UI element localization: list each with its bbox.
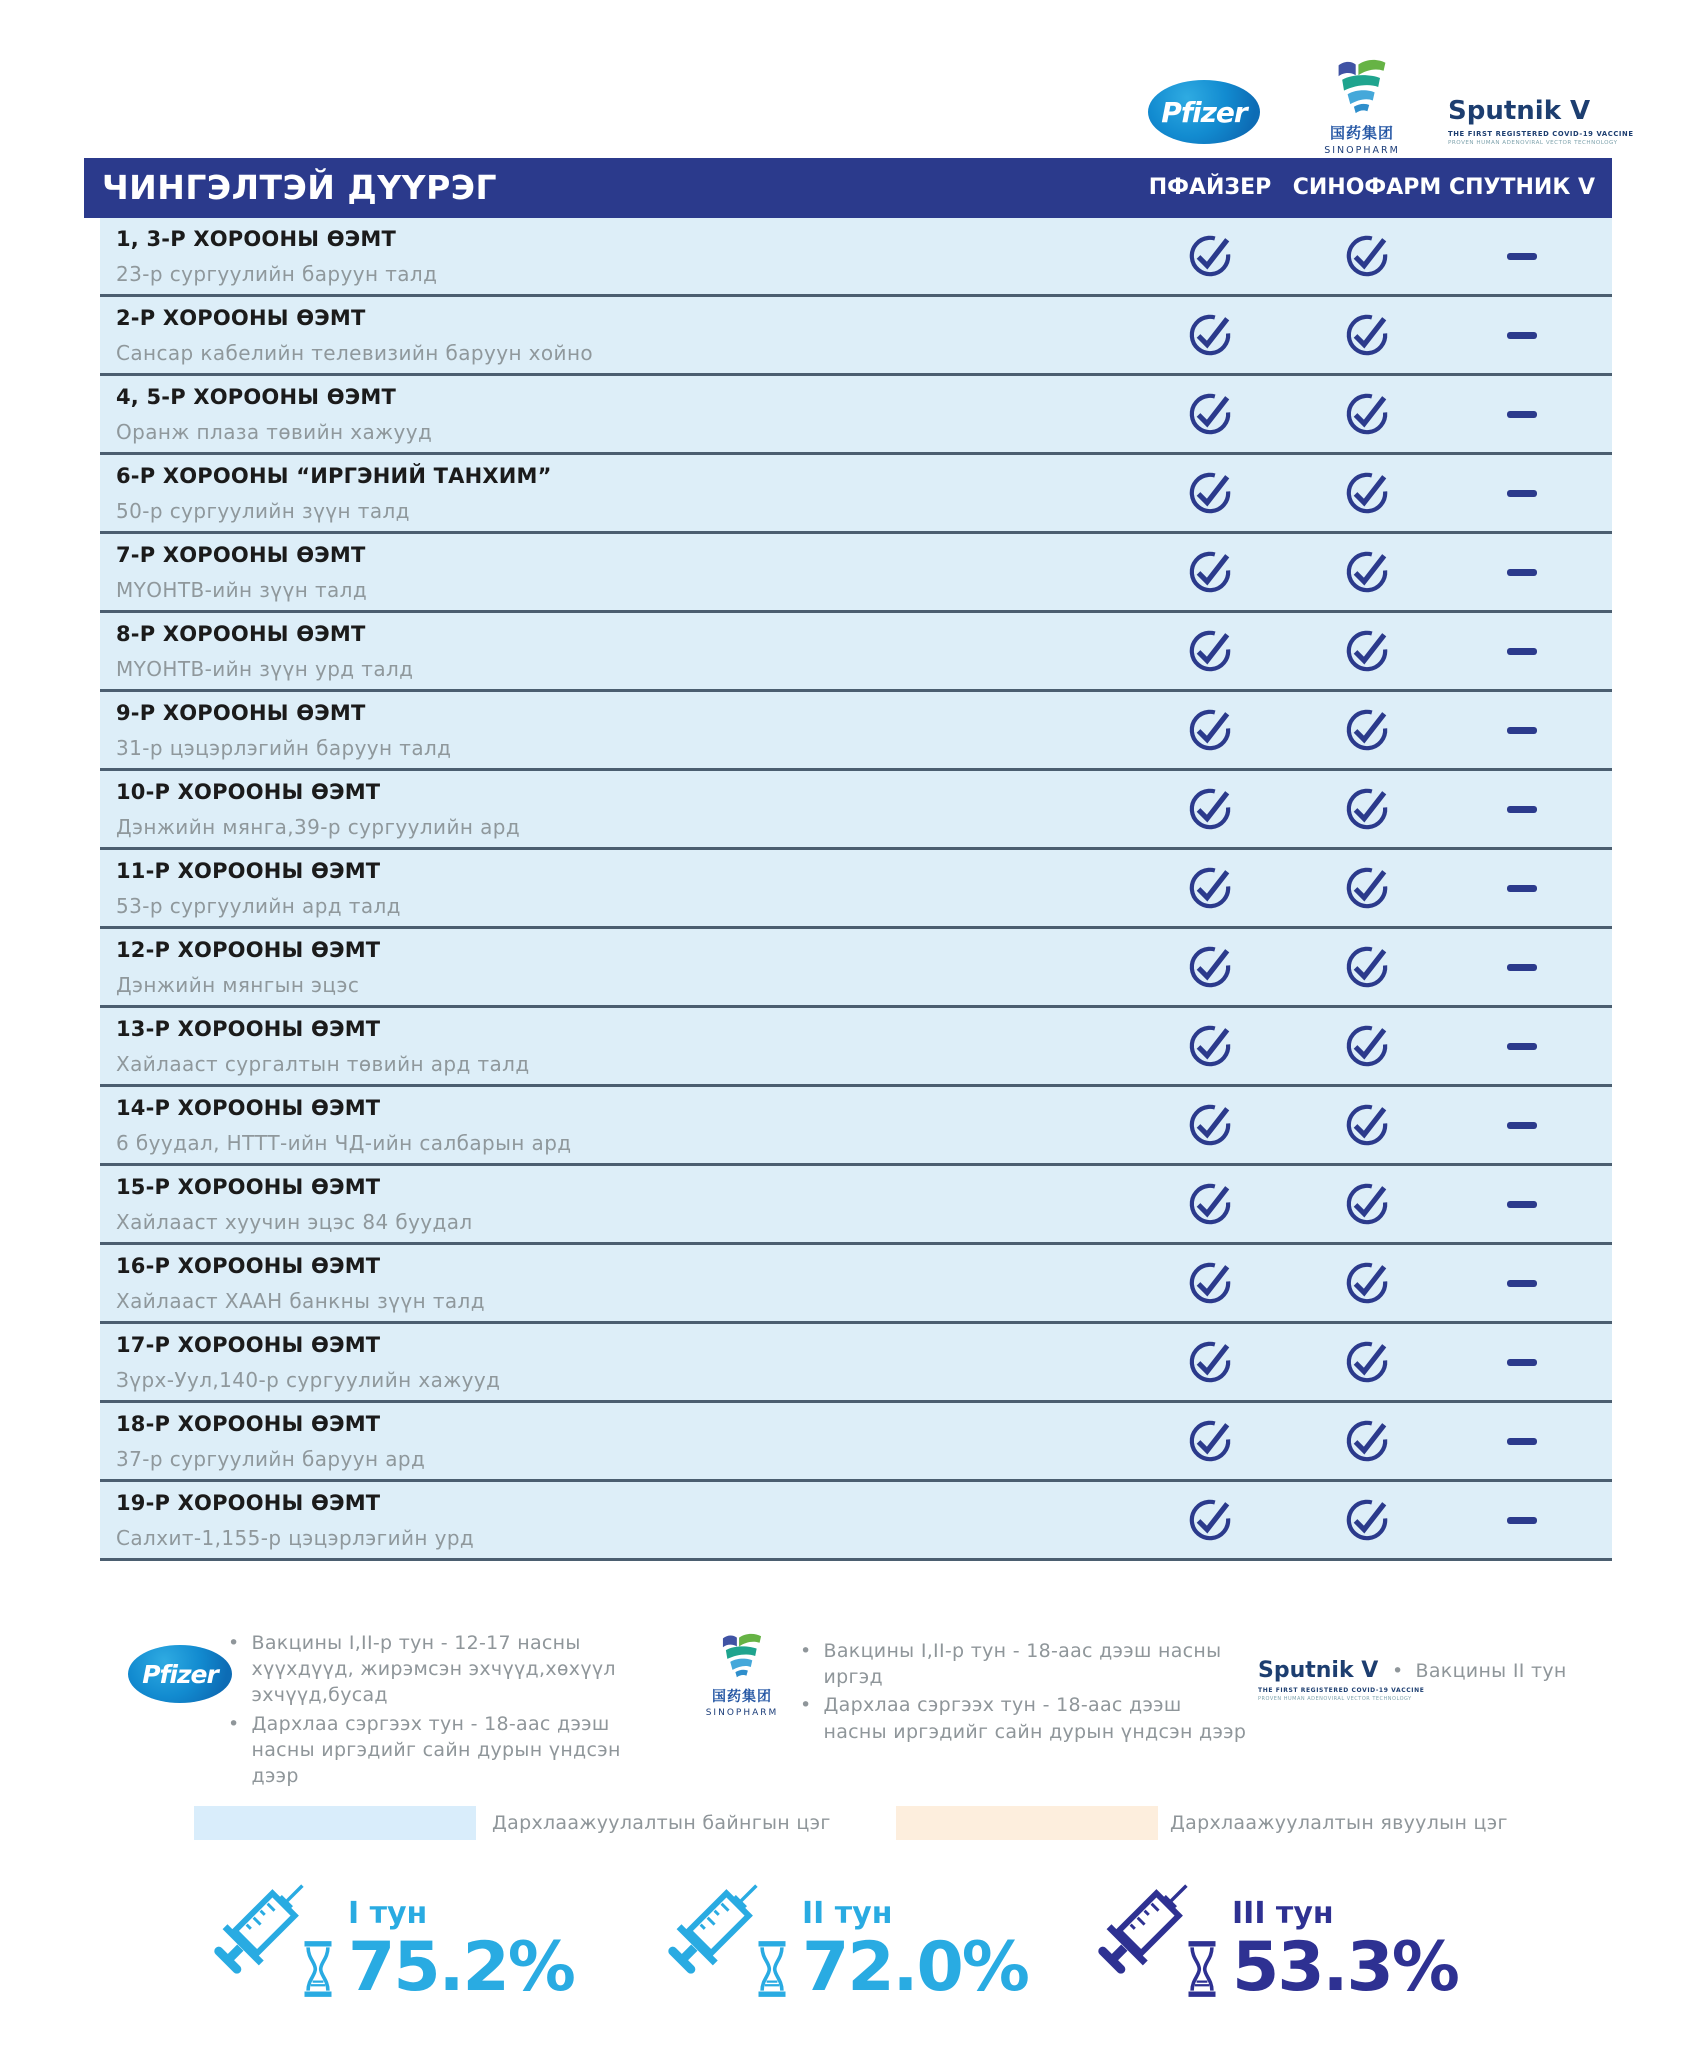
check-icon: [1188, 550, 1232, 594]
hourglass-icon: [754, 1940, 790, 1998]
check-icon: [1188, 866, 1232, 910]
pfizer-legend-logo: [128, 1645, 232, 1703]
table-row: [100, 1403, 1612, 1482]
check-icon: [1345, 313, 1389, 357]
sinopharm-en-text: SINOPHARM: [1324, 145, 1400, 156]
sputnik-status-cell: [1492, 1418, 1552, 1464]
check-icon: [1345, 392, 1389, 436]
row-title: 16-Р ХОРООНЫ ӨЭМТ: [116, 1254, 381, 1278]
row-location: МҮОНТВ-ийн зүүн урд талд: [116, 657, 414, 681]
check-icon: [1188, 1419, 1232, 1463]
table-row: [100, 297, 1612, 376]
row-title: 1, 3-Р ХОРООНЫ ӨЭМТ: [116, 227, 396, 251]
dose-3-stat: [1070, 1856, 1458, 2008]
sputnik-status-cell: [1492, 707, 1552, 753]
permanent-point-label: Дархлаажуулалтын байнгын цэг: [492, 1812, 831, 1834]
pfizer-status-cell: [1180, 707, 1240, 753]
sputnik-tagline-2: PROVEN HUMAN ADENOVIRAL VECTOR TECHNOLOGY: [1258, 1696, 1412, 1702]
pfizer-status-cell: [1180, 1260, 1240, 1306]
pfizer-status-cell: [1180, 312, 1240, 358]
table-row: [100, 534, 1612, 613]
sputnik-status-cell: [1492, 1181, 1552, 1227]
dash-icon: [1507, 1122, 1537, 1129]
table-row: [100, 376, 1612, 455]
sputnik-status-cell: [1492, 1497, 1552, 1543]
dose-label: I тун: [348, 1896, 428, 1932]
sinopharm-legend-logo: [692, 1632, 792, 1718]
check-icon: [1345, 866, 1389, 910]
check-icon: [1188, 1182, 1232, 1226]
sputnik-v-logo-text: Sputnik V: [1448, 96, 1591, 126]
sputnik-status-cell: [1492, 628, 1552, 674]
sputnik-legend-bullets: [1392, 1658, 1632, 1686]
check-icon: [1345, 1498, 1389, 1542]
dose-percentage: 53.3%: [1232, 1928, 1458, 2008]
row-title: 8-Р ХОРООНЫ ӨЭМТ: [116, 622, 366, 646]
pfizer-logo-text: Pfizer: [1161, 95, 1247, 129]
row-location: 37-р сургуулийн баруун ард: [116, 1447, 426, 1471]
check-icon: [1188, 313, 1232, 357]
sputnik-status-cell: [1492, 470, 1552, 516]
check-icon: [1188, 1498, 1232, 1542]
sinopharm-status-cell: [1337, 1260, 1397, 1306]
row-location: 23-р сургуулийн баруун талд: [116, 262, 438, 286]
check-icon: [1345, 945, 1389, 989]
hourglass-icon: [1184, 1940, 1220, 1998]
table-row: [100, 1245, 1612, 1324]
legend-bullet: [1392, 1658, 1632, 1684]
sinopharm-logo: [1312, 58, 1412, 156]
sinopharm-en-text: SINOPHARM: [705, 1708, 779, 1718]
sinopharm-legend-bullets: [800, 1638, 1250, 1747]
bullet-text: Дархлаа сэргээх тун - 18-аас дээш насны иргэдийг сайн дурын үндсэн дээр: [251, 1712, 621, 1788]
bullet-dot: •: [228, 1712, 240, 1735]
pfizer-status-cell: [1180, 628, 1240, 674]
row-title: 14-Р ХОРООНЫ ӨЭМТ: [116, 1096, 381, 1120]
row-title: 4, 5-Р ХОРООНЫ ӨЭМТ: [116, 385, 396, 409]
pfizer-status-cell: [1180, 865, 1240, 911]
pfizer-status-cell: [1180, 1497, 1240, 1543]
table-row: [100, 1087, 1612, 1166]
dash-icon: [1507, 490, 1537, 497]
bullet-dot: •: [228, 1632, 240, 1654]
pfizer-status-cell: [1180, 944, 1240, 990]
sputnik-status-cell: [1492, 786, 1552, 832]
bullet-text: Вакцины I,II-р тун - 12-17 насны хүүхдүүд, жирэмсэн эхчүүд,хөхүүл эхчүүд,бусад: [251, 1632, 616, 1707]
vaccination-points-table: [84, 158, 1612, 1561]
sinopharm-emblem-icon: [720, 1632, 764, 1680]
pfizer-status-cell: [1180, 391, 1240, 437]
sputnik-v-logo-text: Sputnik V: [1258, 1658, 1379, 1683]
row-title: 9-Р ХОРООНЫ ӨЭМТ: [116, 701, 366, 725]
row-location: Зүрх-Уул,140-р сургуулийн хажууд: [116, 1368, 501, 1392]
column-header-pfizer: ПФАЙЗЕР: [1148, 175, 1272, 200]
check-icon: [1345, 708, 1389, 752]
dash-icon: [1507, 1280, 1537, 1287]
table-row: [100, 1166, 1612, 1245]
table-row: [100, 692, 1612, 771]
sputnik-status-cell: [1492, 1102, 1552, 1148]
row-location: 50-р сургуулийн зүүн талд: [116, 499, 410, 523]
table-row: [100, 218, 1612, 297]
dash-icon: [1507, 806, 1537, 813]
row-title: 10-Р ХОРООНЫ ӨЭМТ: [116, 780, 381, 804]
row-title: 19-Р ХОРООНЫ ӨЭМТ: [116, 1491, 381, 1515]
pfizer-legend-bullets: [228, 1630, 648, 1791]
sinopharm-status-cell: [1337, 1418, 1397, 1464]
sputnik-status-cell: [1492, 312, 1552, 358]
column-header-sinopharm: СИНОФАРМ: [1292, 175, 1442, 200]
table-row: [100, 771, 1612, 850]
sinopharm-status-cell: [1337, 1023, 1397, 1069]
check-icon: [1345, 629, 1389, 673]
dash-icon: [1507, 648, 1537, 655]
hourglass-icon: [300, 1940, 336, 1998]
row-location: Оранж плаза төвийн хажууд: [116, 420, 433, 444]
row-location: Хайлааст хуучин эцэс 84 буудал: [116, 1210, 473, 1234]
sputnik-status-cell: [1492, 391, 1552, 437]
check-icon: [1188, 787, 1232, 831]
check-icon: [1188, 1024, 1232, 1068]
bullet-dot: •: [800, 1640, 812, 1662]
row-location: 53-р сургуулийн ард талд: [116, 894, 401, 918]
table-row: [100, 1008, 1612, 1087]
row-title: 7-Р ХОРООНЫ ӨЭМТ: [116, 543, 366, 567]
table-row: [100, 613, 1612, 692]
row-location: Сансар кабелийн телевизийн баруун хойно: [116, 341, 594, 365]
sinopharm-emblem-icon: [1335, 58, 1389, 116]
legend-bullet: [800, 1692, 1250, 1744]
check-icon: [1188, 945, 1232, 989]
stat-text: [348, 1896, 574, 2008]
check-icon: [1188, 392, 1232, 436]
check-icon: [1188, 471, 1232, 515]
check-icon: [1345, 1103, 1389, 1147]
sputnik-status-cell: [1492, 1339, 1552, 1385]
sputnik-status-cell: [1492, 944, 1552, 990]
sinopharm-status-cell: [1337, 233, 1397, 279]
row-location: МҮОНТВ-ийн зүүн талд: [116, 578, 368, 602]
dash-icon: [1507, 1517, 1537, 1524]
sputnik-tagline-2: PROVEN HUMAN ADENOVIRAL VECTOR TECHNOLOGY: [1448, 140, 1618, 146]
legend-bullet: [228, 1711, 648, 1790]
dose-1-stat: [186, 1856, 574, 2008]
pfizer-status-cell: [1180, 1418, 1240, 1464]
sputnik-status-cell: [1492, 549, 1552, 595]
dose-2-stat: [640, 1856, 1028, 2008]
sinopharm-status-cell: [1337, 628, 1397, 674]
dose-percentage: 72.0%: [802, 1928, 1028, 2008]
dash-icon: [1507, 885, 1537, 892]
row-location: 6 буудал, НТТТ-ийн ЧД-ийн салбарын ард: [116, 1131, 572, 1155]
check-icon: [1188, 708, 1232, 752]
dash-icon: [1507, 1359, 1537, 1366]
table-row: [100, 1482, 1612, 1561]
dose-label: III тун: [1232, 1896, 1334, 1932]
row-title: 12-Р ХОРООНЫ ӨЭМТ: [116, 938, 381, 962]
sinopharm-cn-text: 国药集团: [1329, 124, 1394, 142]
sinopharm-status-cell: [1337, 944, 1397, 990]
district-title: ЧИНГЭЛТЭЙ ДҮҮРЭГ: [102, 168, 498, 207]
check-icon: [1345, 787, 1389, 831]
check-icon: [1345, 471, 1389, 515]
table-header: [84, 158, 1612, 218]
pfizer-status-cell: [1180, 786, 1240, 832]
sinopharm-status-cell: [1337, 549, 1397, 595]
table-body: [100, 218, 1612, 1561]
row-title: 2-Р ХОРООНЫ ӨЭМТ: [116, 306, 366, 330]
row-title: 11-Р ХОРООНЫ ӨЭМТ: [116, 859, 381, 883]
check-icon: [1188, 1261, 1232, 1305]
dash-icon: [1507, 411, 1537, 418]
table-row: [100, 850, 1612, 929]
check-icon: [1345, 1024, 1389, 1068]
sputnik-status-cell: [1492, 233, 1552, 279]
sinopharm-status-cell: [1337, 1497, 1397, 1543]
check-icon: [1345, 1261, 1389, 1305]
check-icon: [1345, 1419, 1389, 1463]
sputnik-tagline-1: THE FIRST REGISTERED COVID-19 VACCINE: [1258, 1687, 1425, 1694]
check-icon: [1345, 234, 1389, 278]
sinopharm-status-cell: [1337, 786, 1397, 832]
sinopharm-status-cell: [1337, 470, 1397, 516]
legend-bullet: [800, 1638, 1250, 1690]
sputnik-status-cell: [1492, 1260, 1552, 1306]
legend-bullet: [228, 1630, 648, 1709]
dash-icon: [1507, 1201, 1537, 1208]
dash-icon: [1507, 964, 1537, 971]
bullet-dot: •: [800, 1694, 812, 1717]
row-location: Хайлааст сургалтын төвийн ард талд: [116, 1052, 530, 1076]
pfizer-status-cell: [1180, 233, 1240, 279]
row-title: 15-Р ХОРООНЫ ӨЭМТ: [116, 1175, 381, 1199]
row-location: Салхит-1,155-р цэцэрлэгийн урд: [116, 1526, 475, 1550]
bullet-text: Вакцины I,II-р тун - 18-аас дээш насны иргэд: [823, 1640, 1222, 1689]
dash-icon: [1507, 1043, 1537, 1050]
mobile-point-color-swatch: [896, 1806, 1158, 1840]
sinopharm-status-cell: [1337, 707, 1397, 753]
dash-icon: [1507, 332, 1537, 339]
check-icon: [1188, 1103, 1232, 1147]
permanent-point-color-swatch: [194, 1806, 476, 1840]
mobile-point-label: Дархлаажуулалтын явуулын цэг: [1170, 1812, 1508, 1834]
row-title: 6-Р ХОРООНЫ “ИРГЭНИЙ ТАНХИМ”: [116, 464, 552, 488]
pfizer-status-cell: [1180, 1102, 1240, 1148]
sinopharm-status-cell: [1337, 1102, 1397, 1148]
dose-percentage: 75.2%: [348, 1928, 574, 2008]
row-title: 13-Р ХОРООНЫ ӨЭМТ: [116, 1017, 381, 1041]
bullet-text: Дархлаа сэргээх тун - 18-аас дээш насны иргэдийг сайн дурын үндсэн дээр: [823, 1694, 1247, 1743]
table-row: [100, 455, 1612, 534]
check-icon: [1188, 234, 1232, 278]
sinopharm-status-cell: [1337, 1181, 1397, 1227]
check-icon: [1345, 1340, 1389, 1384]
column-header-sputnik: СПУТНИК V: [1448, 175, 1596, 200]
stat-text: [1232, 1896, 1458, 2008]
pfizer-status-cell: [1180, 549, 1240, 595]
sputnik-status-cell: [1492, 865, 1552, 911]
pfizer-logo: [1148, 80, 1260, 144]
check-icon: [1345, 1182, 1389, 1226]
row-location: Дэнжийн мянга,39-р сургуулийн ард: [116, 815, 521, 839]
pfizer-legend-logo-text: Pfizer: [142, 1659, 218, 1689]
table-row: [100, 929, 1612, 1008]
pfizer-status-cell: [1180, 470, 1240, 516]
row-location: 31-р цэцэрлэгийн баруун талд: [116, 736, 452, 760]
check-icon: [1188, 1340, 1232, 1384]
row-location: Дэнжийн мянгын эцэс: [116, 973, 360, 997]
row-title: 17-Р ХОРООНЫ ӨЭМТ: [116, 1333, 381, 1357]
row-location: Хайлааст ХААН банкны зүүн талд: [116, 1289, 485, 1313]
dash-icon: [1507, 1438, 1537, 1445]
dash-icon: [1507, 727, 1537, 734]
stat-text: [802, 1896, 1028, 2008]
dose-label: II тун: [802, 1896, 893, 1932]
sinopharm-cn-text: 国药集团: [712, 1689, 772, 1705]
pfizer-status-cell: [1180, 1339, 1240, 1385]
sinopharm-status-cell: [1337, 865, 1397, 911]
sinopharm-status-cell: [1337, 312, 1397, 358]
pfizer-status-cell: [1180, 1023, 1240, 1069]
bullet-dot: •: [1392, 1660, 1404, 1682]
sinopharm-status-cell: [1337, 391, 1397, 437]
check-icon: [1188, 629, 1232, 673]
bullet-text: Вакцины II тун: [1415, 1660, 1567, 1682]
row-title: 18-Р ХОРООНЫ ӨЭМТ: [116, 1412, 381, 1436]
check-icon: [1345, 550, 1389, 594]
sputnik-tagline-1: THE FIRST REGISTERED COVID-19 VACCINE: [1448, 130, 1634, 138]
sputnik-status-cell: [1492, 1023, 1552, 1069]
sputnik-v-logo: [1448, 96, 1638, 146]
pfizer-status-cell: [1180, 1181, 1240, 1227]
sinopharm-status-cell: [1337, 1339, 1397, 1385]
dash-icon: [1507, 569, 1537, 576]
dash-icon: [1507, 253, 1537, 260]
table-row: [100, 1324, 1612, 1403]
